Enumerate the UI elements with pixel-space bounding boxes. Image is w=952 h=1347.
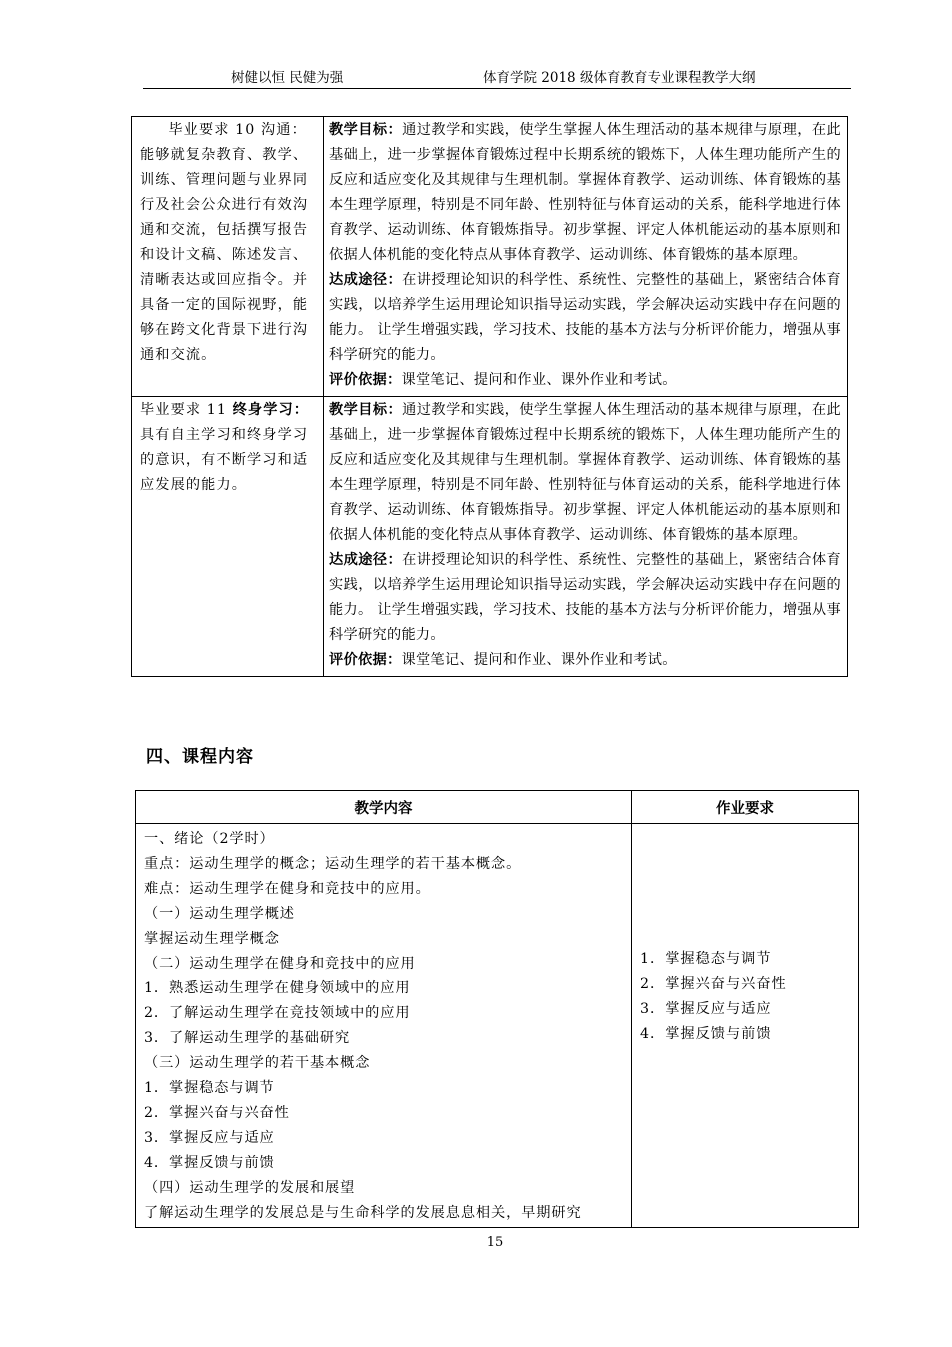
approach-label: 达成途径： [329,552,403,568]
table-row [132,397,848,677]
section-title: 四、课程内容 [146,747,254,767]
content-line: 2．掌握兴奋与兴奋性 [144,1104,290,1121]
approach-text: 在讲授理论知识的科学性、系统性、完整性的基础上，紧密结合体育实践，以培养学生运用理论知识指导运动实践，学会解决运动实践中存在问题的能力。 让学生增强实践，学习技术、技能的基本方法与分析评价能力，增强从事科学研究的能力。 [329,552,841,643]
basis-text: 课堂笔记、提问和作业、课外作业和考试。 [401,652,677,668]
requirement-prefix: 毕业要求 11 [140,402,233,418]
content-line: 1．熟悉运动生理学在健身领域中的应用 [144,980,411,997]
goal-text: 通过教学和实践，使学生掌握人体生理活动的基本规律与原理，在此基础上，进一步掌握体育锻炼过程中长期系统的锻炼下，人体生理功能所产生的反应和适应变化及其规律与生理机制。掌握体育教学、运动训练、体育锻炼的基本生理学原理，特别是不同年龄、性别特征与体育运动的关系，能科学地进行体育教学、运动训练、体育锻炼指导。初步掌握、评定人体机能运动的基本原则和依据人体机能的变化特点从事体育教学、运动训练、体育锻炼的基本原理。 [329,122,841,263]
basis-label: 评价依据： [329,652,402,668]
approach-text: 在讲授理论知识的科学性、系统性、完整性的基础上，紧密结合体育实践，以培养学生运用理论知识指导运动实践，学会解决运动实践中存在问题的能力。 让学生增强实践，学习技术、技能的基本方法与分析评价能力，增强从事科学研究的能力。 [329,272,841,363]
requirements-table [131,116,848,677]
content-line: 3．掌握反应与适应 [144,1129,275,1146]
column-header: 作业要求 [632,791,859,824]
content-line: （一）运动生理学概述 [144,905,295,922]
content-line: 1．掌握稳态与调节 [144,1080,275,1097]
basis-label: 评价依据： [329,372,402,388]
header-motto: 树健以恒 民健为强 [231,70,344,86]
homework-item: 2．掌握兴奋与兴奋性 [640,975,787,992]
goal-text: 通过教学和实践，使学生掌握人体生理活动的基本规律与原理，在此基础上，进一步掌握体育锻炼过程中长期系统的锻炼下，人体生理功能所产生的反应和适应变化及其规律与生理机制。掌握体育教学、运动训练、体育锻炼的基本生理学原理，特别是不同年龄、性别特征与体育运动的关系，能科学地进行体育教学、运动训练、体育锻炼指导。初步掌握、评定人体机能运动的基本原则和依据人体机能的变化特点从事体育教学、运动训练、体育锻炼的基本原理。 [329,402,841,543]
content-line: （四）运动生理学的发展和展望 [144,1179,356,1196]
approach-label: 达成途径： [329,272,403,288]
table-header-row [136,791,859,824]
requirement-cell [132,117,324,397]
content-line: （三）运动生理学的若干基本概念 [144,1055,371,1072]
header-title: 体育学院 2018 级体育教育专业课程教学大纲 [483,70,756,86]
requirement-text: 具有自主学习和终身学习的意识，有不断学习和适应发展的能力。 [140,427,309,493]
homework-item: 1．掌握稳态与调节 [640,951,772,967]
content-line: 4．掌握反馈与前馈 [144,1154,275,1171]
basis-text: 课堂笔记、提问和作业、课外作业和考试。 [401,372,677,388]
table-row [136,824,859,1228]
content-line: 掌握运动生理学概念 [144,930,280,947]
content-line: （二）运动生理学在健身和竞技中的应用 [144,955,416,972]
page-header [143,66,851,89]
homework-item: 3．掌握反应与适应 [640,1000,772,1017]
table-row [132,117,848,397]
column-header: 教学内容 [136,791,632,824]
homework-item: 4．掌握反馈与前馈 [640,1025,772,1042]
goal-label: 教学目标： [329,122,403,138]
course-content-table [135,790,859,1228]
content-line: 3．了解运动生理学的基础研究 [144,1030,351,1047]
requirement-cell [132,397,324,677]
homework-cell [632,824,859,1228]
content-line: 难点：运动生理学在健身和竞技中的应用。 [144,880,431,897]
requirement-text: 毕业要求 10 沟通：能够就复杂教育、教学、训练、管理问题与业界同行及社会公众进行有效沟通和交流，包括撰写报告和设计文稿、陈述发言、清晰表达或回应指令。并具备一定的国际视野，能够在跨文化背景下进行沟通和交流。 [140,122,309,363]
objective-cell [324,397,848,677]
content-line: 一、绪论（2学时） [144,831,275,847]
requirement-bold: 终身学习： [232,402,310,418]
content-line: 2．了解运动生理学在竞技领域中的应用 [144,1005,411,1022]
goal-label: 教学目标： [329,402,403,418]
page-number: 15 [486,1235,504,1250]
content-line: 了解运动生理学的发展总是与生命科学的发展息息相关，早期研究 [144,1204,582,1221]
content-cell [136,824,632,1228]
objective-cell [324,117,848,397]
content-line: 重点：运动生理学的概念；运动生理学的若干基本概念。 [144,855,522,872]
